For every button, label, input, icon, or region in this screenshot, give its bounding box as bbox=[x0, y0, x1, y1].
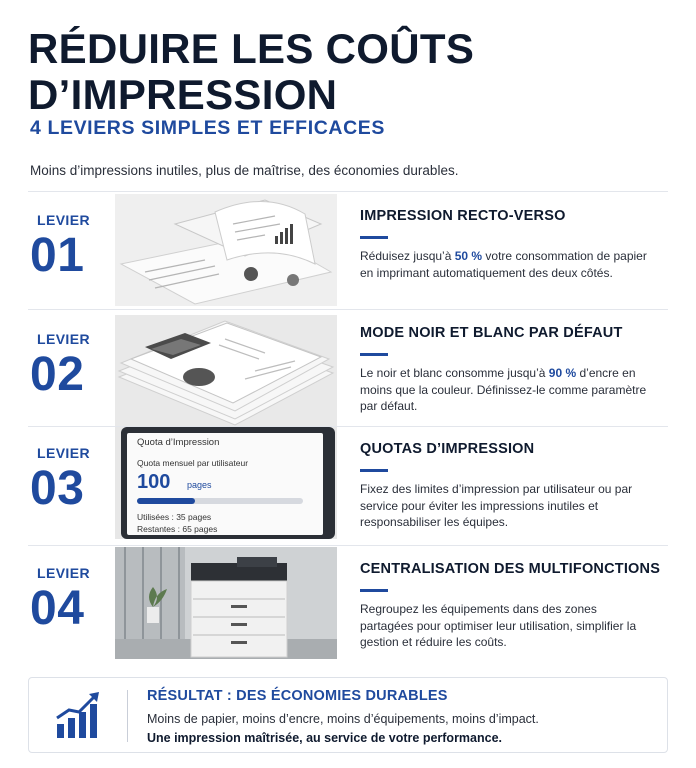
quota-progress-fill bbox=[137, 498, 195, 504]
lever-title: MODE NOIR ET BLANC PAR DÉFAUT bbox=[360, 325, 623, 341]
quota-title: Quota d’Impression bbox=[137, 437, 220, 448]
page-subtitle: 4 LEVIERS SIMPLES ET EFFICACES bbox=[30, 117, 385, 139]
lever-row-03 bbox=[0, 425, 696, 543]
lever-number: 04 bbox=[30, 582, 85, 635]
lever-title: CENTRALISATION DES MULTIFONCTIONS bbox=[360, 561, 661, 577]
quota-progress-bar bbox=[137, 498, 303, 504]
quota-tablet-image bbox=[115, 427, 337, 539]
title-underline bbox=[360, 469, 388, 472]
lever-row-01 bbox=[0, 192, 696, 310]
lever-row-04 bbox=[0, 545, 696, 663]
intro-text: Moins d’impressions inutiles, plus de maîtrise, des économies durables. bbox=[30, 163, 459, 178]
highlight-value: 50 % bbox=[454, 249, 483, 263]
lever-number: 02 bbox=[30, 348, 85, 401]
quota-value: 100 bbox=[137, 471, 171, 493]
multifunction-printer-image bbox=[115, 547, 337, 659]
title-underline bbox=[360, 236, 388, 239]
lever-description: Le noir et blanc consomme jusqu’à 90 % d’encre en moins que la couleur. Définissez-le comme paramètre par défaut. bbox=[360, 366, 647, 413]
title-underline bbox=[360, 353, 388, 356]
lever-title: IMPRESSION RECTO-VERSO bbox=[360, 208, 566, 224]
quota-subtitle: Quota mensuel par utilisateur bbox=[137, 458, 249, 468]
lever-label: LEVIER bbox=[37, 212, 90, 228]
growth-chart-icon bbox=[53, 690, 103, 740]
lever-label: LEVIER bbox=[37, 445, 90, 461]
bw-documents-image bbox=[115, 315, 337, 427]
result-title: RÉSULTAT : DES ÉCONOMIES DURABLES bbox=[147, 688, 448, 704]
quota-remaining: Restantes : 65 pages bbox=[137, 524, 218, 534]
result-divider bbox=[127, 690, 128, 742]
lever-row-02 bbox=[0, 309, 696, 427]
lever-title: QUOTAS D’IMPRESSION bbox=[360, 441, 535, 457]
page-title: RÉDUIRE LES COÛTS D’IMPRESSION bbox=[28, 25, 475, 118]
result-text: Moins de papier, moins d’encre, moins d’équipements, moins d’impact. bbox=[147, 712, 539, 726]
result-box bbox=[28, 677, 668, 753]
lever-description: Réduisez jusqu’à 50 % votre consommation de papier en imprimant automatiquement des deux côtés. bbox=[360, 249, 647, 280]
lever-number: 03 bbox=[30, 462, 85, 515]
lever-description: Fixez des limites d’impression par utilisateur ou par service pour éviter les impressions inutiles et responsabiliser les équipes. bbox=[360, 482, 633, 529]
lever-label: LEVIER bbox=[37, 331, 90, 347]
lever-label: LEVIER bbox=[37, 565, 90, 581]
quota-unit: pages bbox=[187, 480, 212, 490]
highlight-value: 90 % bbox=[548, 366, 577, 380]
result-tagline: Une impression maîtrisée, au service de votre performance. bbox=[147, 731, 503, 745]
title-underline bbox=[360, 589, 388, 592]
duplex-document-image bbox=[115, 194, 337, 306]
lever-description: Regroupez les équipements dans des zones partagées pour optimiser leur utilisation, simplifier la gestion et réduire les coûts. bbox=[360, 602, 637, 649]
lever-number: 01 bbox=[30, 229, 85, 282]
quota-used: Utilisées : 35 pages bbox=[137, 512, 212, 522]
